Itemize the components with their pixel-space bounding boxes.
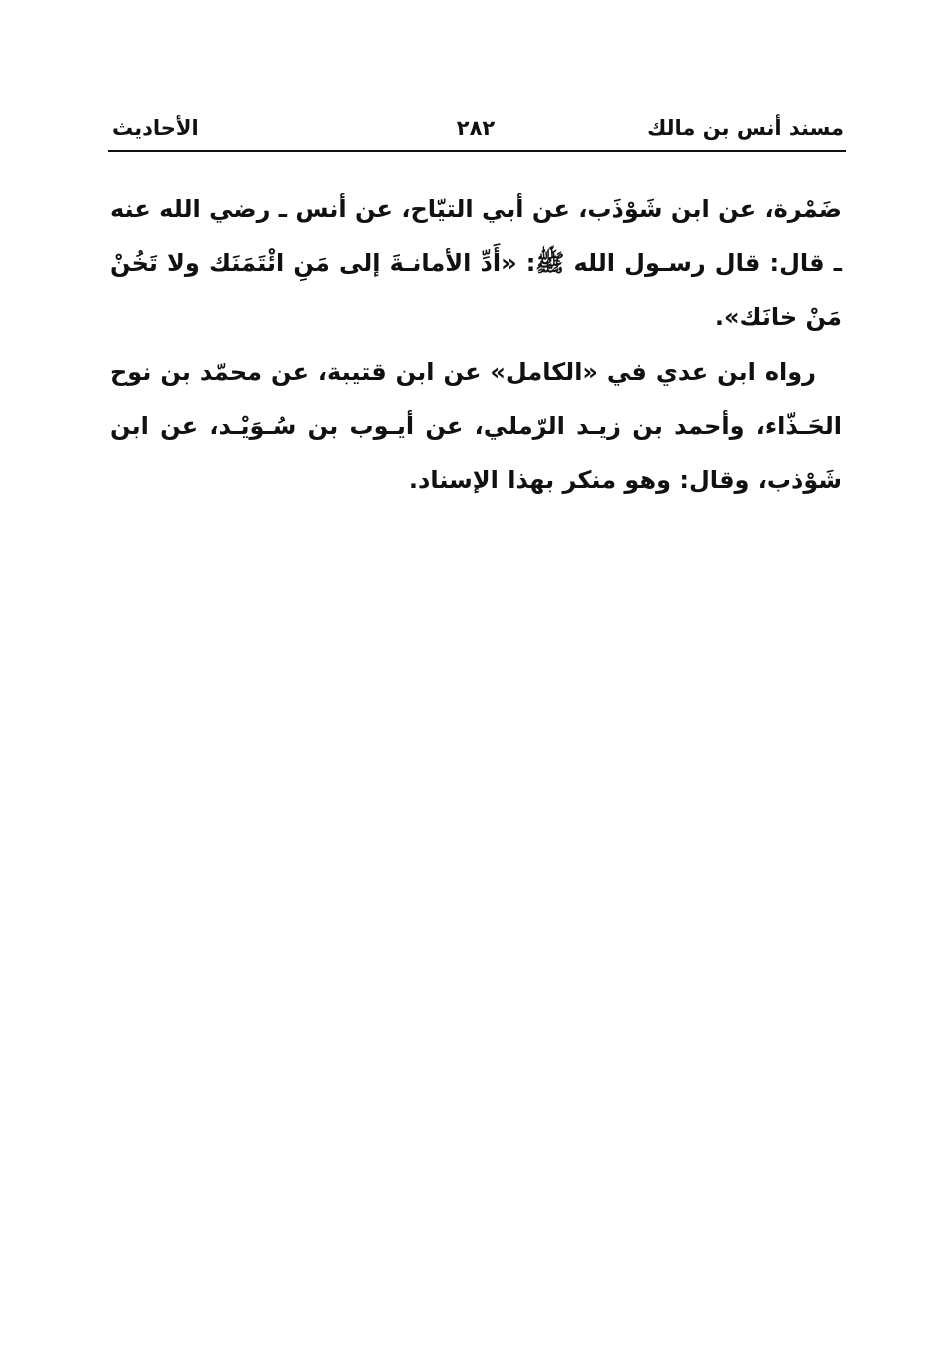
section-title: الأحاديث — [112, 116, 199, 140]
header-rule — [108, 150, 846, 152]
commentary-paragraph: رواه ابن عدي في «الكامل» عن ابن قتيبة، عن محمّد بن نوح الحَـذّاء، وأحمد بن زيـد الرّملي، عن أيـوب بن سُـوَيْـد، عن ابن شَوْذب، وقال: وهو منكر بهذا الإسناد. — [110, 358, 842, 494]
page-number: ٢٨٢ — [456, 116, 496, 140]
hadith-paragraph: ضَمْرة، عن ابن شَوْذَب، عن أبي التيّاح، عن أنس ـ رضي الله عنه ـ قال: قال رسـول الله ﷺ: «أَدِّ الأمانـةَ إلى مَنِ ائْتَمَنَك ولا تَخُنْ مَنْ خانَك». — [110, 195, 842, 331]
book-title: مسند أنس بن مالك — [647, 116, 844, 140]
running-header — [108, 112, 844, 146]
